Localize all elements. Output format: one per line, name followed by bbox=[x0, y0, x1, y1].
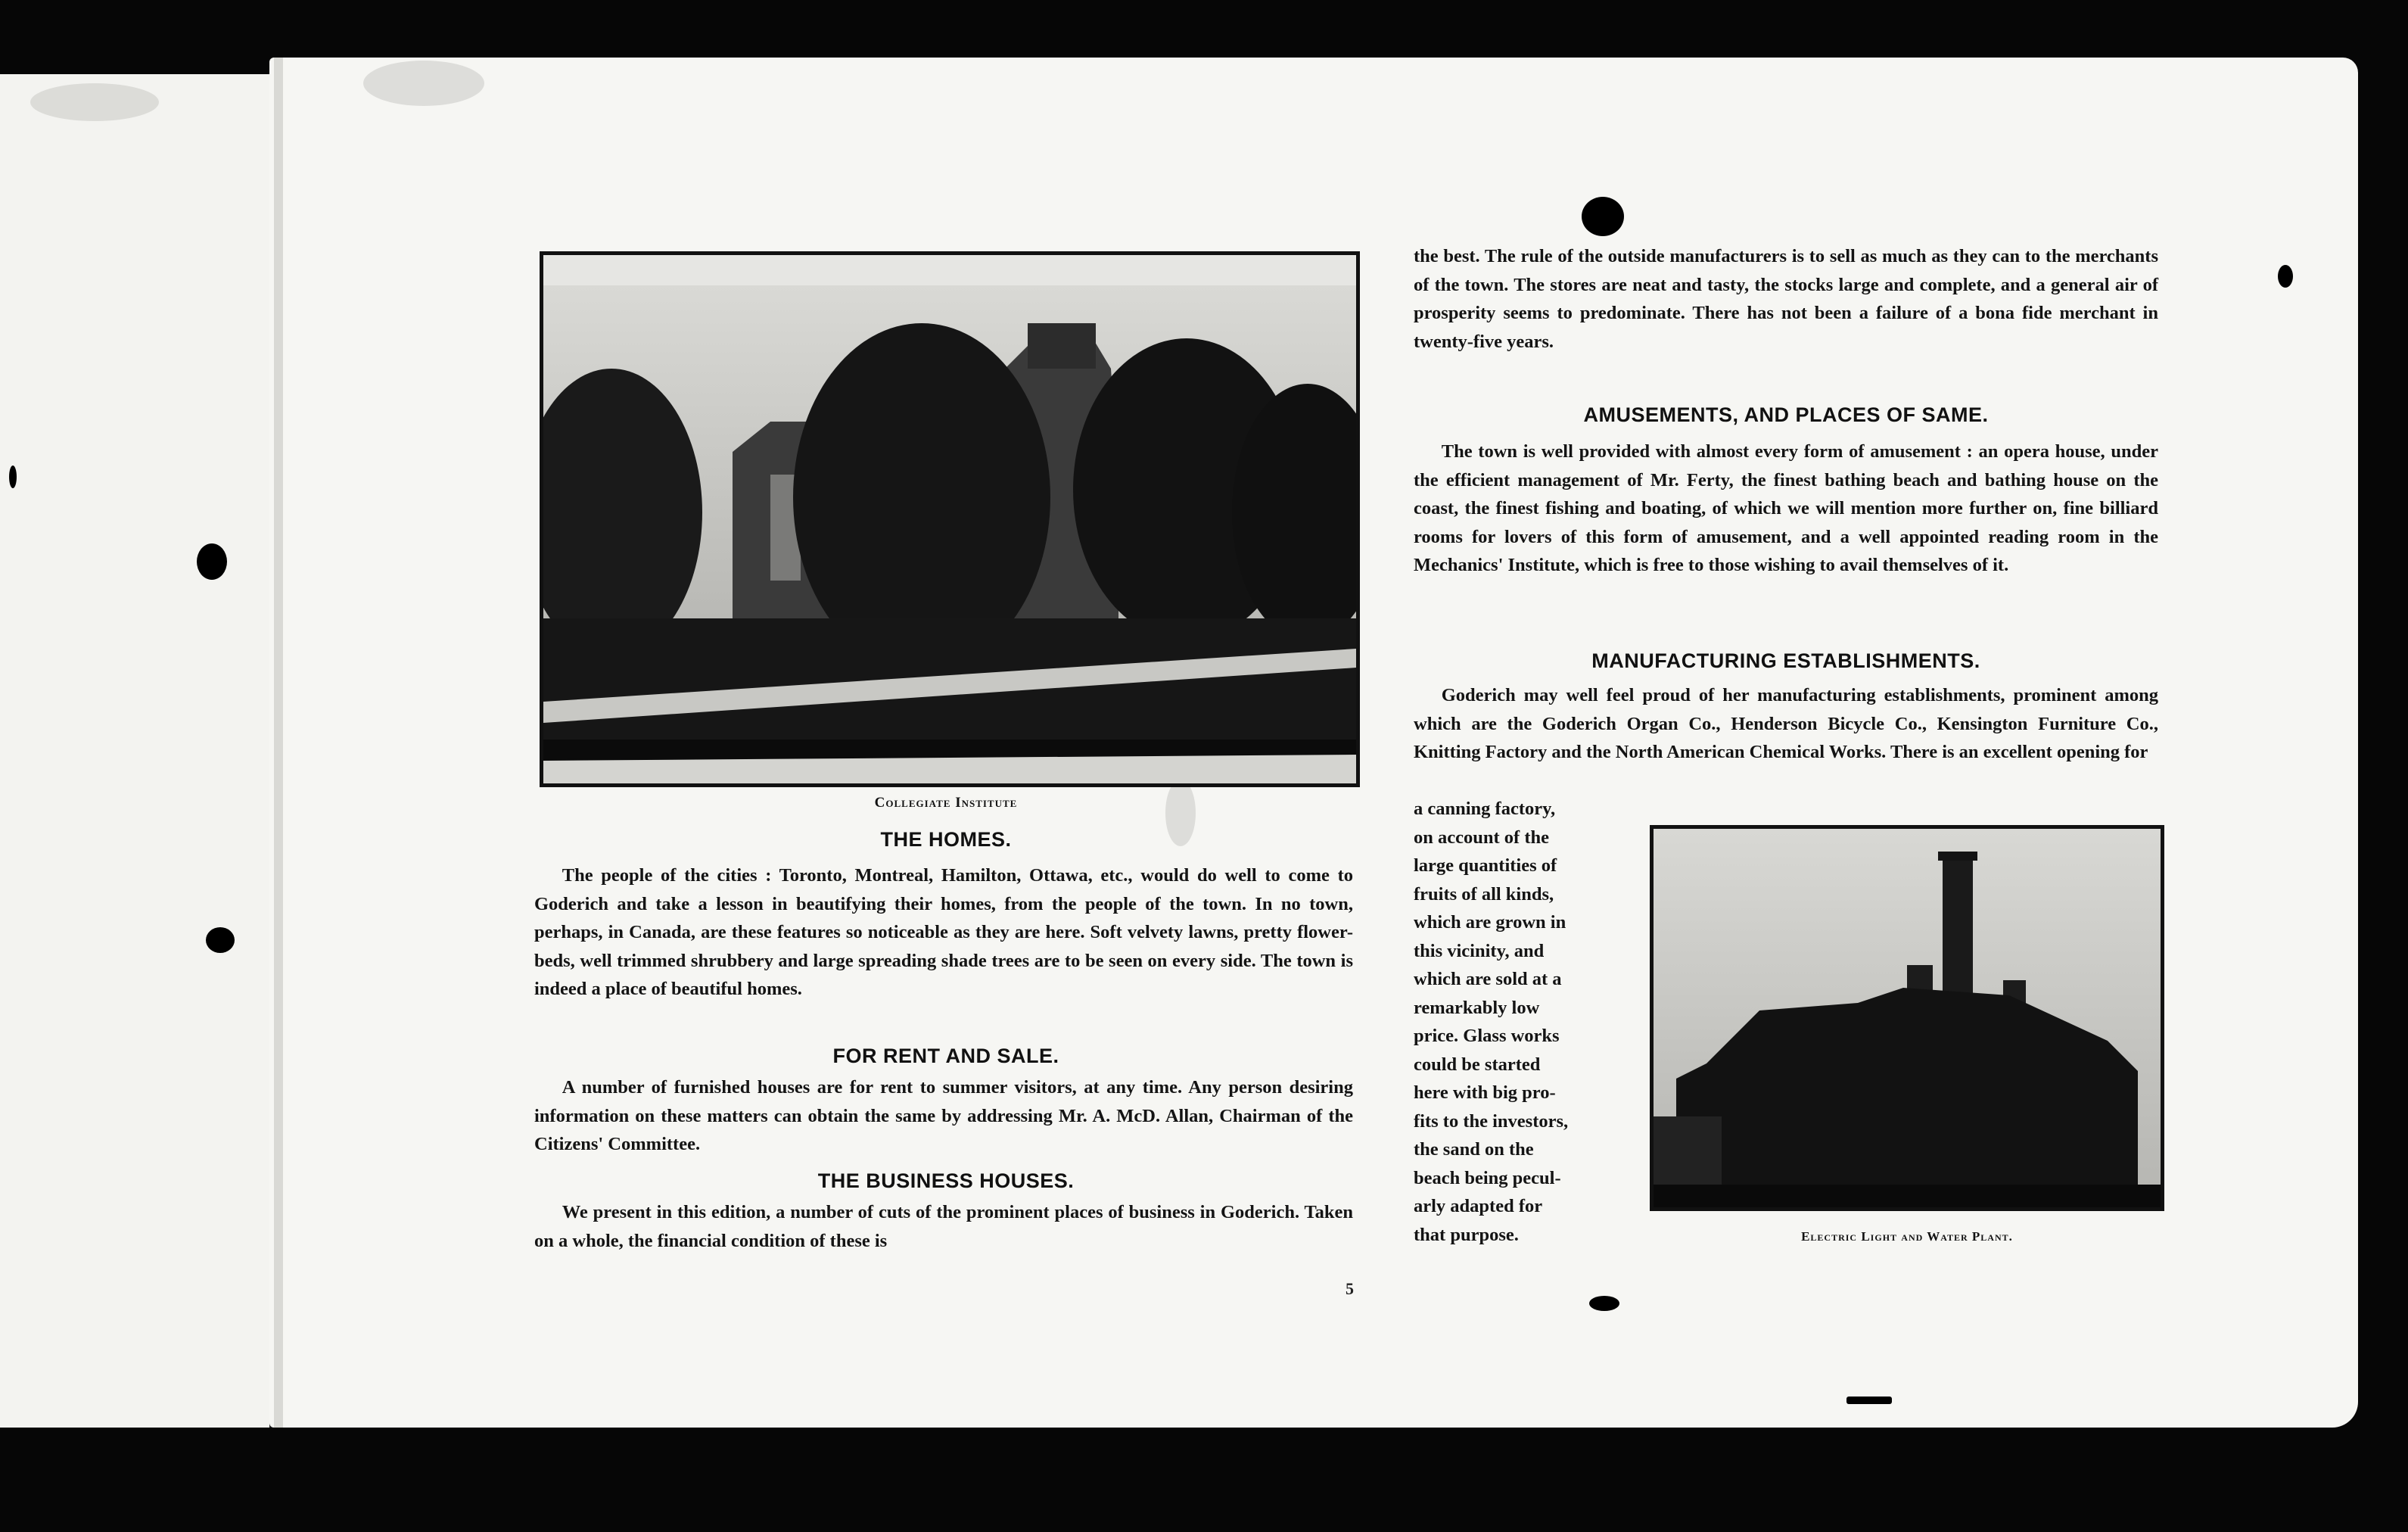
electric-light-water-plant-caption: Electric Light and Water Plant. bbox=[1801, 1229, 2013, 1244]
canning-line: arly adapted for bbox=[1414, 1196, 1543, 1216]
heading-for-rent-and-sale: FOR RENT AND SALE. bbox=[832, 1045, 1059, 1067]
paragraph-the-homes: The people of the cities : Toronto, Montreal, Hamilton, Ottawa, etc., would do well to come to Goderich and take a lesson in beautifying their homes, from the people of the town. In no town, perhaps, in Canada, are these features so noticeable as they are here. Soft velvety lawns, pretty flower-beds, well trimmed shrubbery and large spreading shade trees are to be seen on every side. The town is indeed a place of beautiful homes. bbox=[534, 865, 1353, 999]
collegiate-institute-photo bbox=[540, 251, 1360, 787]
scan-speck bbox=[1846, 1397, 1892, 1404]
canning-line: this vicinity, and bbox=[1414, 940, 1545, 961]
heading-manufacturing: MANUFACTURING ESTABLISHMENTS. bbox=[1591, 649, 1980, 672]
scan-speck bbox=[1582, 197, 1624, 236]
paragraph-continued-the-best: the best. The rule of the outside manufacturers is to sell as much as they can to the merchants of the town. The stores are neat and tasty, the stocks large and complete, and a general air of prosperity seems to predominate. There has not been a failure of a bona fide merchant in twenty-five years. bbox=[1414, 246, 2158, 352]
paragraph-manufacturing: Goderich may well feel proud of her manufacturing establishments, prominent among which are the Goderich Organ Co., Henderson Bicycle Co., Kensington Furniture Co., Knitting Factory and the North American Chemical Works. There is an excellent opening for bbox=[1414, 685, 2158, 762]
heading-amusements: AMUSEMENTS, AND PLACES OF SAME. bbox=[1583, 403, 1989, 426]
canning-line: the sand on the bbox=[1414, 1139, 1534, 1160]
canning-line: here with big pro- bbox=[1414, 1082, 1556, 1103]
scan-speck bbox=[197, 543, 227, 580]
facing-page-edge bbox=[0, 74, 274, 1428]
canning-line: price. Glass works bbox=[1414, 1026, 1560, 1046]
paragraph-amusements: The town is well provided with almost every form of amusement : an opera house, under the efficient management of Mr. Ferty, the finest bathing beach and bathing house on the coast, the finest fishing and boating, of which we will mention more further on, fine billiard rooms for lovers of this form of amusement, and a well appointed reading room in the Mechanics' Institute, which is free to those wishing to avail themselves of it. bbox=[1414, 441, 2158, 575]
canning-line: on account of the bbox=[1414, 827, 1549, 848]
canning-line: a canning factory, bbox=[1414, 799, 1556, 819]
page-number: 5 bbox=[1346, 1279, 1354, 1298]
page-gutter bbox=[274, 58, 283, 1428]
canning-line: fits to the investors, bbox=[1414, 1110, 1569, 1132]
scan-smudge bbox=[363, 61, 484, 106]
canning-line: large quantities of bbox=[1414, 855, 1557, 876]
heading-the-business-houses: THE BUSINESS HOUSES. bbox=[817, 1169, 1075, 1192]
electric-light-water-plant-photo bbox=[1650, 825, 2164, 1211]
collegiate-institute-caption: Collegiate Institute bbox=[874, 795, 1018, 811]
canning-factory-narrow-paragraph bbox=[1414, 795, 1622, 1249]
canning-line: could be started bbox=[1414, 1054, 1541, 1075]
canning-line: beach being pecul- bbox=[1414, 1167, 1561, 1188]
canning-line: remarkably low bbox=[1414, 997, 1540, 1018]
canning-line: fruits of all kinds, bbox=[1414, 883, 1554, 905]
scan-speck bbox=[2278, 265, 2293, 288]
scan-speck bbox=[206, 927, 235, 953]
canning-line: which are sold at a bbox=[1414, 969, 1562, 989]
canning-line: that purpose. bbox=[1414, 1224, 1519, 1245]
paragraph-for-rent-and-sale: A number of furnished houses are for rent to summer visitors, at any time. Any person desiring information on these matters can obtain the same by addressing Mr. A. McD. Allan, Chairman of the Citizens' Committee. bbox=[534, 1077, 1353, 1154]
scan-speck bbox=[9, 466, 17, 488]
canning-line: which are grown in bbox=[1414, 912, 1566, 933]
scan-smudge bbox=[1165, 780, 1196, 846]
paragraph-the-business-houses: We present in this edition, a number of cuts of the prominent places of business in Goderich. Taken on a whole, the financial condition of these is bbox=[534, 1202, 1353, 1251]
scan-smudge bbox=[30, 83, 159, 121]
heading-the-homes: THE HOMES. bbox=[880, 828, 1012, 851]
scan-speck bbox=[1589, 1296, 1619, 1311]
